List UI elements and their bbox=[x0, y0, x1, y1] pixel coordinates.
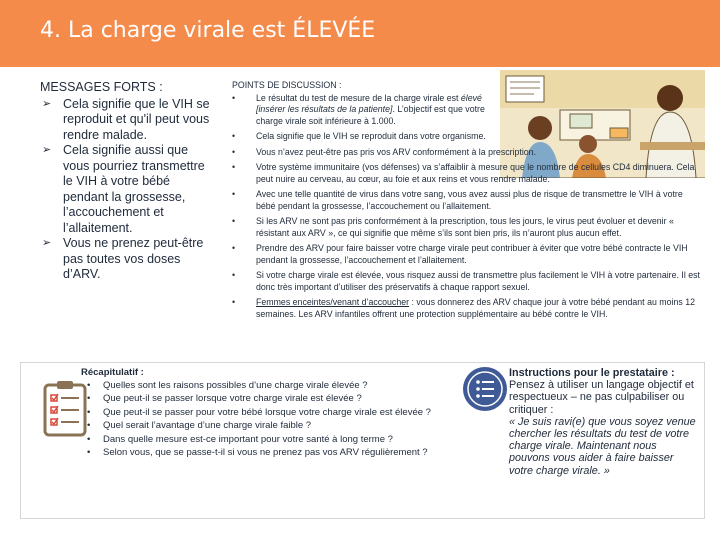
bullet-icon: • bbox=[232, 243, 236, 253]
list-item: ➢ Cela signifie aussi que vous pourriez transmettre le VIH à votre bébé pendant la grossesse, l’accouchement et l’allaitement. bbox=[42, 143, 205, 235]
list-item: • Dans quelle mesure est-ce important pour votre santé à long terme ? bbox=[87, 433, 393, 445]
list-item: • Le résultat du test de mesure de la charge virale est élevé [insérer les résultats de la patiente]. L’objectif est que votre charge virale soit inférieure à 1.000. bbox=[232, 92, 485, 126]
bullet-icon: • bbox=[232, 146, 236, 157]
provider-text: Pensez à utiliser un langage objectif et respectueux – ne pas culpabiliser ou critiquer : bbox=[509, 379, 694, 416]
bullet-icon: • bbox=[232, 297, 236, 307]
provider-quote: « Je suis ravi(e) que vous soyez venue chercher les résultats du test de votre charge virale. Maintenant nous pouvons vous aider à faire baisser votre charge virale. » bbox=[509, 415, 696, 477]
list-item: • Selon vous, que se passe-t-il si vous ne prenez pas vos ARV régulièrement ? bbox=[87, 447, 428, 458]
discussion-points bbox=[232, 80, 702, 324]
summary-box bbox=[20, 362, 705, 519]
list-item: • Prendre des ARV pour faire baisser votre charge virale peut contribuer à éviter que votre bébé contracte le VIH pendant la grossesse, l’accouchement et l’allaitement. bbox=[232, 243, 688, 265]
bullet-icon: • bbox=[87, 379, 91, 391]
bullet-icon: • bbox=[87, 447, 91, 458]
key-messages bbox=[40, 80, 215, 283]
arrow-bullet-icon: ➢ bbox=[42, 237, 52, 249]
arrow-bullet-icon: ➢ bbox=[42, 97, 52, 110]
list-item: • Quel serait l’avantage d’une charge virale faible ? bbox=[87, 420, 312, 431]
list-instructions-icon bbox=[462, 366, 508, 412]
list-item: • Vous n’avez peut-être pas pris vos ARV conformément à la prescription. bbox=[232, 146, 537, 157]
bullet-icon: • bbox=[87, 393, 91, 404]
recap-section bbox=[81, 367, 441, 461]
arrow-bullet-icon: ➢ bbox=[42, 144, 52, 156]
page-title: 4. La charge virale est ÉLEVÉE bbox=[40, 18, 376, 43]
list-item: • Avec une telle quantité de virus dans votre sang, vous avez aussi plus de risque de transmettre le VIH à votre bébé pendant la grossesse, l’accouchement ou l’allaitement. bbox=[232, 189, 683, 211]
bullet-icon: • bbox=[232, 92, 236, 103]
list-item: • Si les ARV ne sont pas pris conformément à la prescription, tous les jours, le virus peut évoluer et devenir « résistant aux ARV », ce qui signifie que même s’ils sont bien pris, ils n’auront plus aucun effet. bbox=[232, 216, 674, 238]
provider-instructions bbox=[509, 367, 699, 477]
bullet-icon: • bbox=[232, 131, 236, 141]
list-item: • Quelles sont les raisons possibles d’une charge virale élevée ? bbox=[87, 379, 368, 391]
list-item: • Que peut-il se passer lorsque votre charge virale est élevée ? bbox=[87, 393, 362, 404]
list-item: • Votre système immunitaire (vos défenses) va s’affaiblir à mesure que le nombre de cellules CD4 diminuera. Cela peut nuire au cerveau, au cœur, au foie et aux reins et vous rendre malade. bbox=[232, 162, 695, 184]
bullet-icon: • bbox=[232, 216, 236, 226]
bullet-icon: • bbox=[232, 162, 236, 172]
list-item: • Femmes enceintes/venant d’accoucher : vous donnerez des ARV chaque jour à votre bébé pendant au moins 12 semaines. Les ARV infantiles offrent une protection supplémentaire au bébé contre le VIH. bbox=[232, 297, 695, 319]
bullet-icon: • bbox=[87, 406, 91, 418]
provider-heading: Instructions pour le prestataire : bbox=[509, 367, 675, 379]
bullet-icon: • bbox=[87, 420, 91, 431]
list-item: • Que peut-il se passer pour votre bébé lorsque votre charge virale est élevée ? bbox=[87, 406, 431, 418]
bullet-icon: • bbox=[87, 433, 91, 445]
list-item: ➢ Vous ne prenez peut-être pas toutes vos doses d’ARV. bbox=[42, 236, 204, 281]
header-bar bbox=[0, 0, 720, 67]
recap-heading: Récapitulatif : bbox=[81, 367, 144, 378]
discussion-heading: POINTS DE DISCUSSION : bbox=[232, 80, 342, 90]
list-item: ➢ Cela signifie que le VIH se reproduit et qu'il peut vous rendre malade. bbox=[42, 96, 210, 142]
key-messages-heading: MESSAGES FORTS : bbox=[40, 80, 163, 94]
bullet-icon: • bbox=[232, 189, 236, 199]
bullet-icon: • bbox=[232, 270, 236, 280]
list-item: • Si votre charge virale est élevée, vous risquez aussi de transmettre plus facilement le VIH à votre partenaire. Il est donc très important d’utiliser des préservatifs à chaque rapport sexuel. bbox=[232, 270, 700, 292]
list-item: • Cela signifie que le VIH se reproduit dans votre organisme. bbox=[232, 131, 486, 141]
